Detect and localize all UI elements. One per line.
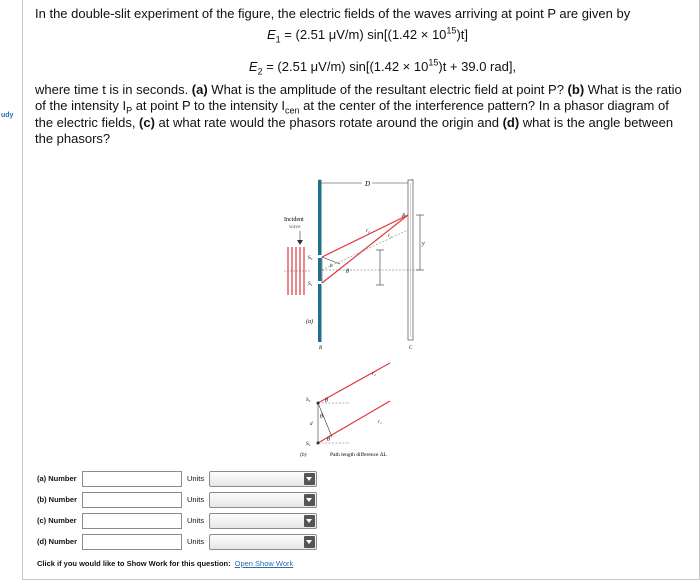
problem-body: where time t is in seconds. (a) What is the amplitude of the resultant electric field at point P? (b) What is the ratio of the intensity $I_P$ at point P to the intensity $I_{cen}$ at the center of the interference pattern? In a phasor diagram of the electric fields, (c) at what rate would the phasors rotate around the origin and (d) what is the angle between the phasors? bbox=[35, 81, 682, 146]
label-S1: S₁ bbox=[308, 282, 313, 287]
answer-c-units-label: Units bbox=[187, 516, 205, 525]
label-r2-b: r₂ bbox=[372, 372, 376, 377]
double-slit-figure bbox=[270, 175, 440, 460]
answer-c-label: (c) Number bbox=[37, 516, 77, 525]
answer-c-units-select[interactable] bbox=[209, 513, 317, 529]
ray-r2-b bbox=[318, 363, 390, 403]
label-r1: r₁ bbox=[388, 234, 392, 239]
problem-intro: In the double-slit experiment of the figure, the electric fields of the waves arriving at point P are given by bbox=[35, 6, 631, 21]
label-S2: S₂ bbox=[308, 256, 313, 261]
label-B: B bbox=[319, 346, 323, 351]
chevron-down-icon bbox=[304, 536, 315, 548]
wave-label: wave bbox=[289, 224, 301, 230]
label-D: D bbox=[365, 180, 371, 188]
answer-d-label: (d) Number bbox=[37, 537, 77, 546]
chevron-down-icon bbox=[304, 473, 315, 485]
answer-b-units-label: Units bbox=[187, 495, 205, 504]
answer-d-units-select[interactable] bbox=[209, 534, 317, 550]
answer-a-label: (a) Number bbox=[37, 474, 77, 483]
label-S1-b: S₁ bbox=[306, 442, 311, 447]
answer-b-number-input[interactable] bbox=[82, 492, 182, 508]
ray-r1 bbox=[322, 215, 408, 283]
b-line bbox=[322, 257, 340, 264]
label-S2-b: S₂ bbox=[306, 398, 311, 403]
label-P: P bbox=[402, 213, 406, 219]
equation-e2: $E_2 = (2.51$ μV/m) $\sin[(1.42 \times 10^{15})t + 39.0$ rad], bbox=[248, 57, 517, 77]
label-a-part: (a) bbox=[306, 319, 313, 325]
answer-c-number-input[interactable] bbox=[82, 513, 182, 529]
answer-a-units-label: Units bbox=[187, 474, 205, 483]
label-d-b: d bbox=[310, 422, 313, 427]
label-C: C bbox=[409, 346, 413, 351]
label-y: y bbox=[422, 241, 425, 247]
show-work-prompt bbox=[37, 559, 293, 568]
label-r2: r₂ bbox=[366, 229, 370, 234]
path-length-difference: Path length difference ΔL bbox=[330, 452, 387, 458]
open-show-work-link[interactable]: Open Show Work bbox=[234, 559, 294, 568]
label-r1-b: r₁ bbox=[378, 420, 382, 425]
label-theta-b2: θ bbox=[320, 414, 323, 420]
equation-e1: $E_1 = (2.51$ μV/m) $\sin[(1.42 \times 10^{15})t]$ bbox=[266, 25, 468, 45]
sidebar-label: udy bbox=[1, 112, 14, 119]
answer-d-number-input[interactable] bbox=[82, 534, 182, 550]
show-work-text: Click if you would like to Show Work for this question: bbox=[37, 559, 231, 568]
label-b-part: (b) bbox=[300, 452, 307, 458]
answer-a-units-select[interactable] bbox=[209, 471, 317, 487]
incident-label: Incident bbox=[284, 217, 304, 223]
label-theta-b3: θ bbox=[327, 437, 330, 443]
label-theta-a: θ bbox=[346, 269, 349, 275]
slit-wall-B bbox=[318, 180, 322, 342]
label-b-a: b bbox=[330, 264, 333, 269]
chevron-down-icon bbox=[304, 515, 315, 527]
answer-a-number-input[interactable] bbox=[82, 471, 182, 487]
problem-text bbox=[35, 6, 690, 161]
answer-b-label: (b) Number bbox=[37, 495, 77, 504]
answer-b-units-select[interactable] bbox=[209, 492, 317, 508]
label-theta-b1: θ bbox=[325, 398, 328, 404]
answer-d-units-label: Units bbox=[187, 537, 205, 546]
chevron-down-icon bbox=[304, 494, 315, 506]
